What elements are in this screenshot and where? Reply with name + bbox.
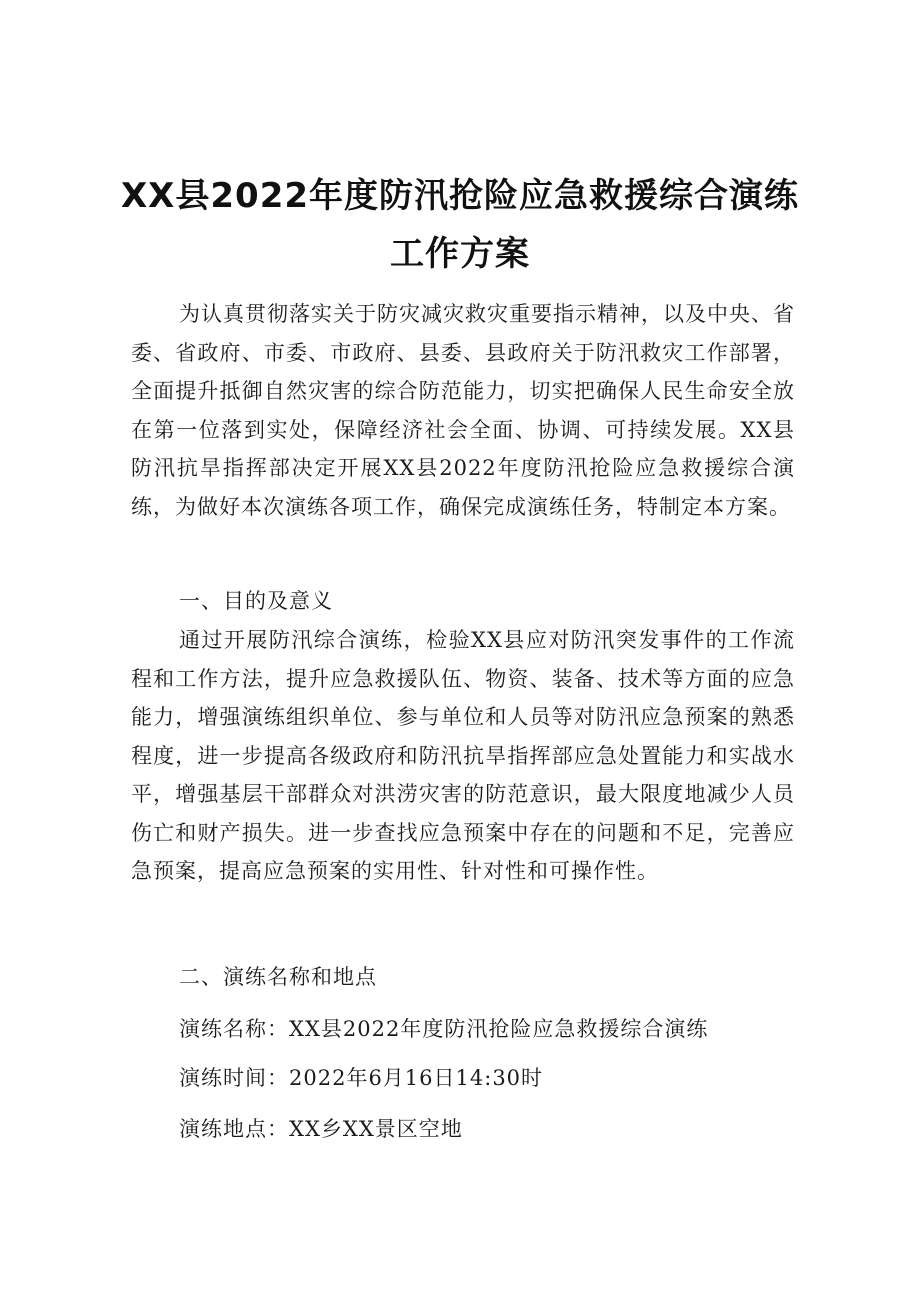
drill-time: 演练时间：2022年6月16日14:30时 bbox=[179, 1066, 544, 1090]
section1-heading: 一、目的及意义 bbox=[179, 589, 333, 613]
document-title-line2: 工作方案 bbox=[390, 234, 530, 274]
drill-location: 演练地点：XX乡XX景区空地 bbox=[179, 1117, 463, 1141]
section2-heading: 二、演练名称和地点 bbox=[179, 965, 377, 989]
document-title-line1: XX县2022年度防汛抢险应急救援综合演练 bbox=[120, 176, 800, 216]
intro-paragraph: 为认真贯彻落实关于防灾减灾救灾重要指示精神，以及中央、省委、省政府、市委、市政府、县委、县政府关于防汛救灾工作部署，全面提升抵御自然灾害的综合防范能力，切实把确保人民生命安全放在第一位落到实处，保障经济社会全面、协调、可持续发展。XX县防汛抗旱指挥部决定开展XX县2022年度防汛抢险应急救援综合演练，为做好本次演练各项工作，确保完成演练任务，特制定本方案。 bbox=[131, 302, 795, 519]
section1-paragraph: 通过开展防汛综合演练，检验XX县应对防汛突发事件的工作流程和工作方法，提升应急救援队伍、物资、装备、技术等方面的应急能力，增强演练组织单位、参与单位和人员等对防汛应急预案的熟悉程度，进一步提高各级政府和防汛抗旱指挥部应急处置能力和实战水平，增强基层干部群众对洪涝灾害的防范意识，最大限度地减少人员伤亡和财产损失。进一步查找应急预案中存在的问题和不足，完善应急预案，提高应急预案的实用性、针对性和可操作性。 bbox=[131, 628, 795, 883]
drill-name: 演练名称：XX县2022年度防汛抢险应急救援综合演练 bbox=[179, 1017, 709, 1041]
